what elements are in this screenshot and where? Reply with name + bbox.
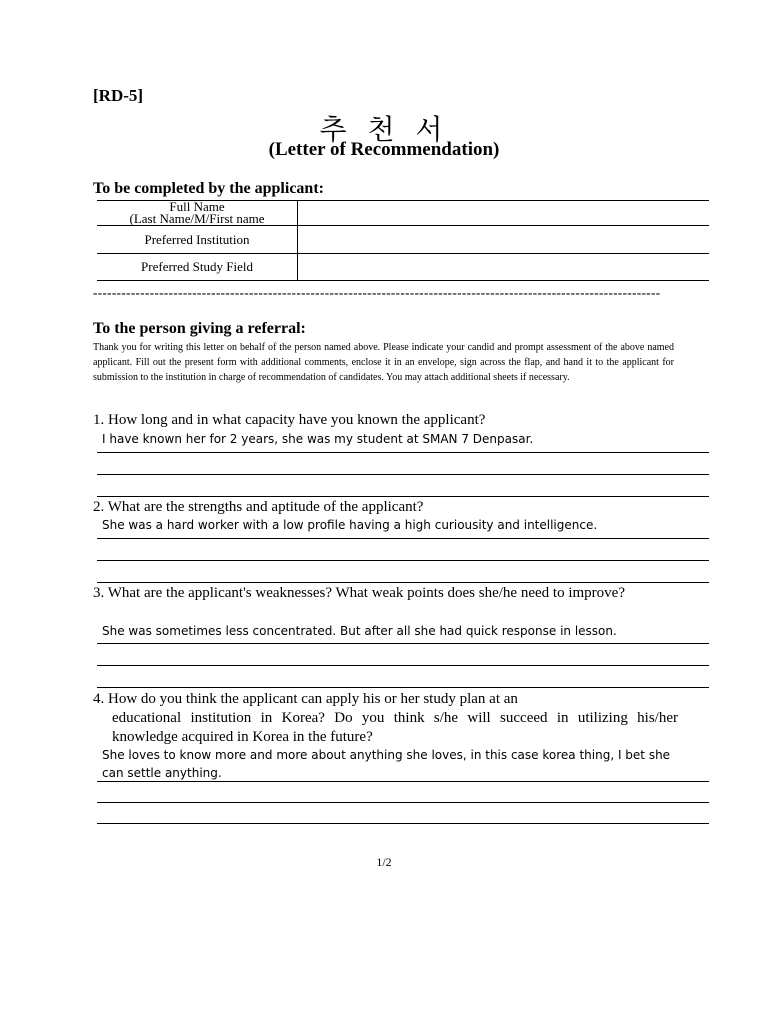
answer-line: [97, 582, 709, 583]
applicant-section-heading: To be completed by the applicant:: [93, 180, 324, 197]
answer-line: [97, 496, 709, 497]
preferred-study-field-field[interactable]: [298, 254, 710, 281]
preferred-institution-field[interactable]: [298, 226, 710, 254]
question-4: [93, 690, 678, 747]
dashed-separator: ------------------------------------------------------------------------------------------------------------------------: [93, 285, 661, 300]
answer-3[interactable]: She was sometimes less concentrated. But after all she had quick response in lesson.: [102, 624, 617, 638]
full-name-field[interactable]: [298, 201, 710, 226]
answer-line: [97, 665, 709, 666]
question-3: 3. What are the applicant's weaknesses? What weak points does she/he need to improve?: [93, 585, 625, 601]
answer-line: [97, 474, 709, 475]
preferred-study-field-label: Preferred Study Field: [97, 254, 298, 281]
referral-intro-text: Thank you for writing this letter on behalf of the person named above. Please indicate your candid and prompt assessment of the above named applicant. Fill out the present form with additional comments, enclose it in an envelope, sign across the flap, and hand it to the applicant for submission to the institution in charge of recommendation of candidates. You may attach additional sheets if necessary.: [93, 342, 674, 383]
answer-line: [97, 781, 709, 782]
preferred-institution-label: Preferred Institution: [97, 226, 298, 254]
answer-1[interactable]: I have known her for 2 years, she was my student at SMAN 7 Denpasar.: [102, 432, 534, 446]
applicant-info-table: [97, 200, 709, 281]
answer-line: [97, 538, 709, 539]
table-row-study-field: [97, 254, 709, 281]
full-name-label-line1: Full Name: [169, 199, 225, 214]
page-number: 1/2: [376, 855, 392, 869]
question-4-continuation: educational institution in Korea? Do you think s/he will succeed in utilizing his/her knowledge acquired in Korea in the future?: [112, 710, 678, 745]
answer-line: [97, 823, 709, 824]
table-row-full-name: [97, 201, 709, 226]
full-name-label: [97, 201, 298, 226]
title-english: (Letter of Recommendation): [268, 139, 500, 160]
question-2: 2. What are the strengths and aptitude of the applicant?: [93, 499, 424, 515]
answer-line: [97, 560, 709, 561]
answer-line: [97, 643, 709, 644]
full-name-label-line2: (Last Name/M/First name: [129, 211, 265, 226]
answer-4[interactable]: She loves to know more and more about anything she loves, in this case korea thing, I bet she can settle anything.: [102, 748, 671, 780]
form-code: [RD-5]: [93, 86, 144, 105]
question-4-line1: 4. How do you think the applicant can apply his or her study plan at an: [93, 691, 518, 707]
referral-section-heading: To the person giving a referral:: [93, 320, 306, 337]
answer-line: [97, 802, 709, 803]
table-row-institution: [97, 226, 709, 254]
question-1: 1. How long and in what capacity have you known the applicant?: [93, 412, 486, 428]
title-korean: 추 천 서: [319, 113, 449, 146]
answer-line: [97, 687, 709, 688]
answer-line: [97, 452, 709, 453]
answer-2[interactable]: She was a hard worker with a low profile having a high curiousity and intelligence.: [102, 518, 598, 532]
